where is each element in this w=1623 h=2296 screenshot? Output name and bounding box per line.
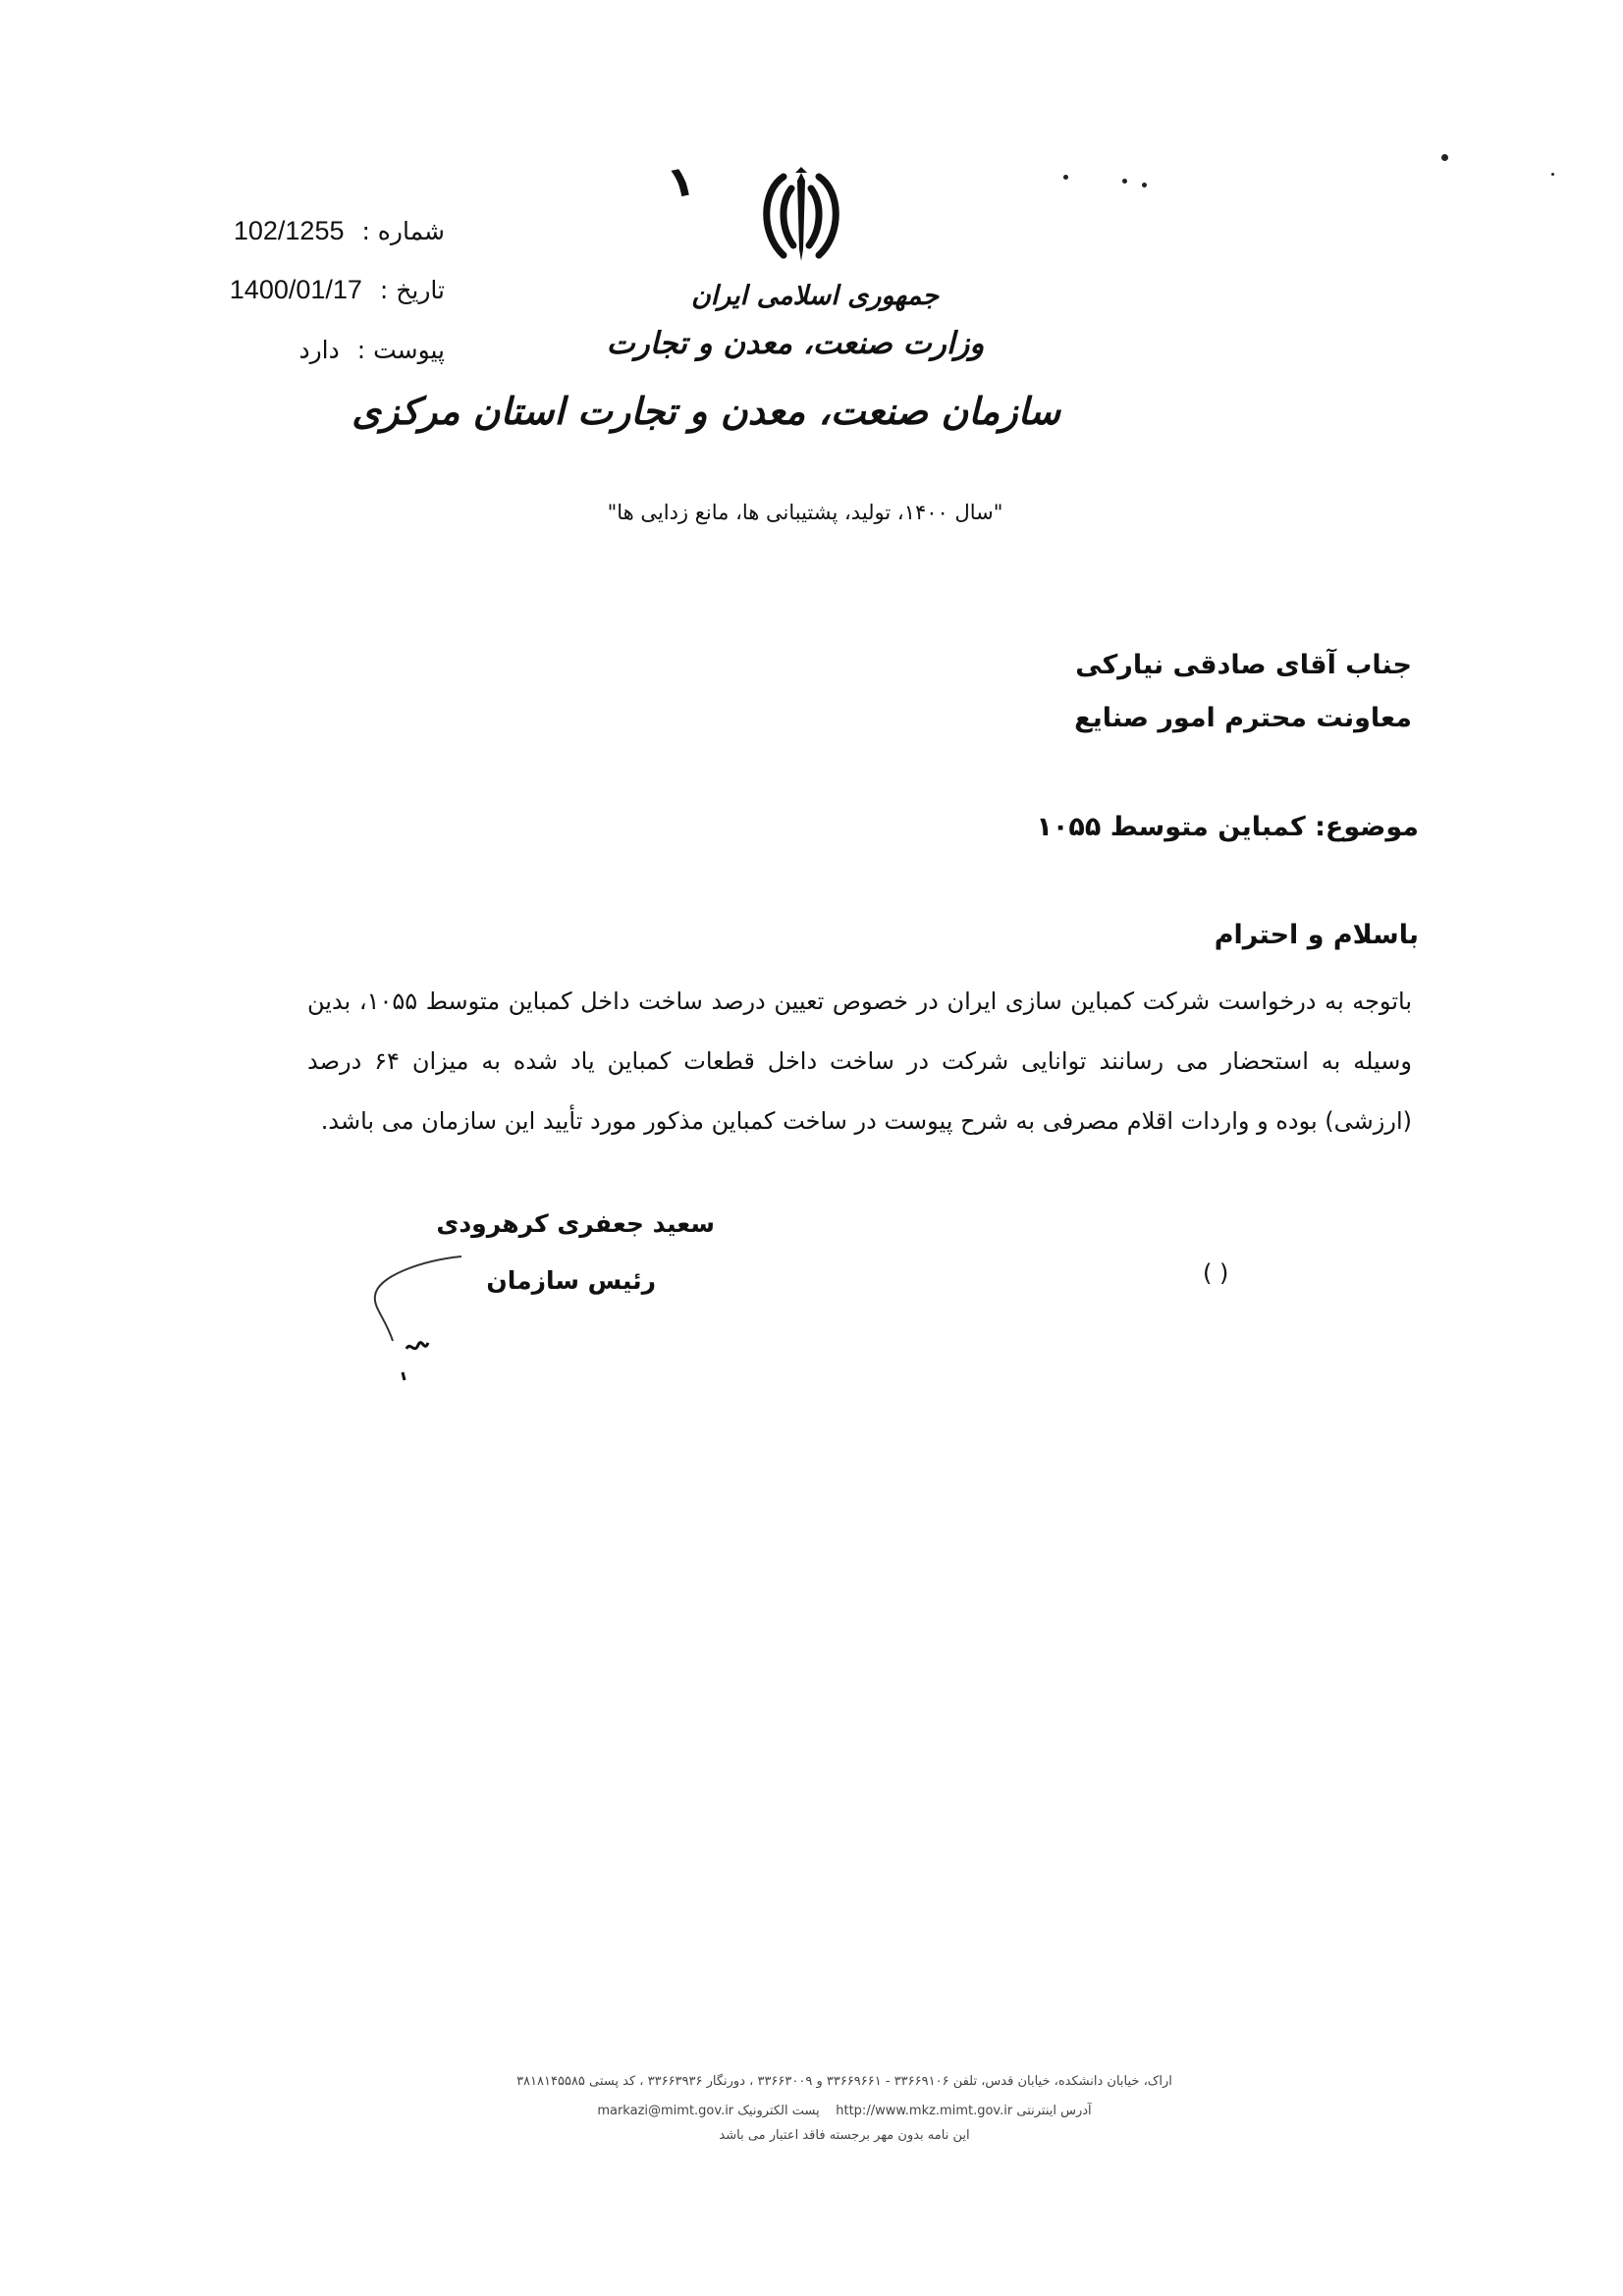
footer-web-label: آدرس اینترنتی xyxy=(1016,2104,1092,2118)
signatory-name: سعید جعفری کرهرودی xyxy=(436,1209,715,1238)
letter-number-label: شماره : xyxy=(361,217,445,245)
scan-speck xyxy=(1441,154,1448,161)
letter-attachment-value: دارد xyxy=(298,336,340,364)
letter-body: باتوجه به درخواست شرکت کمباین سازی ایران در خصوص تعیین درصد ساخت داخل کمباین متوسط ۱۰۵۵، بدین وسیله به استحضار می رسانند توانایی شرکت در ساخت داخل قطعات کمباین یاد شده به میزان ۶۴ درصد (ارزشی) بوده و واردات اقلام مصرفی به شرح پیوست در ساخت کمباین مذکور مورد تأیید این سازمان می باشد. xyxy=(307,988,1412,1135)
scan-speck xyxy=(1063,175,1068,180)
year-slogan: "سال ۱۴۰۰، تولید، پشتیبانی ها، مانع زدایی ها" xyxy=(607,501,1003,524)
letter-subject: موضوع: کمباین متوسط ۱۰۵۵ xyxy=(1036,812,1419,842)
national-emblem-icon xyxy=(748,165,854,271)
footer-validity-note: این نامه بدون مهر برجسته فاقد اعتبار می باشد xyxy=(719,2128,970,2143)
footer-contact xyxy=(373,2104,1316,2118)
footer-address: اراک، خیابان دانشکده، خیابان قدس، تلفن ۳۳۶۶۹۱۰۶ - ۳۳۶۶۹۶۶۱ و ۳۳۶۶۳۰۰۹ ، دورنگار ۳۳۶۶۳۹۳۶ ، کد پستی ۳۸۱۸۱۴۵۵۸۵ xyxy=(516,2074,1172,2089)
letter-date-label: تاریخ : xyxy=(379,276,445,304)
signatory-title: رئیس سازمان xyxy=(486,1266,656,1295)
letter-number-value: 102/1255 xyxy=(233,216,345,245)
scan-speck xyxy=(1122,179,1127,184)
addressee-title: معاونت محترم امور صنایع xyxy=(1074,703,1412,733)
scan-speck xyxy=(1551,173,1554,176)
letter-number xyxy=(170,216,445,246)
footer-email-label: پست الکترونیک xyxy=(737,2104,820,2118)
signature-scrawl-icon xyxy=(363,1247,471,1384)
letter-attachment xyxy=(170,336,445,364)
addressee-name: جناب آقای صادقی نیارکی xyxy=(1075,650,1412,680)
letter-date xyxy=(170,275,445,305)
handwritten-mark: ۱ xyxy=(662,154,699,210)
footer-web-url[interactable]: http://www.mkz.mimt.gov.ir xyxy=(836,2104,1013,2118)
letter-date-value: 1400/01/17 xyxy=(229,275,362,304)
letter-attachment-label: پیوست : xyxy=(356,336,445,364)
scan-speck xyxy=(1142,183,1147,187)
org-ministry: وزارت صنعت، معدن و تجارت xyxy=(606,326,985,361)
org-name: سازمان صنعت، معدن و تجارت استان مرکزی xyxy=(352,389,1060,433)
org-country: جمهوری اسلامی ایران xyxy=(690,281,940,311)
footer-email[interactable]: markazi@mimt.gov.ir xyxy=(597,2104,734,2118)
letter-greeting: باسلام و احترام xyxy=(1214,920,1419,950)
signature-bracket: ( ) xyxy=(1203,1259,1229,1287)
